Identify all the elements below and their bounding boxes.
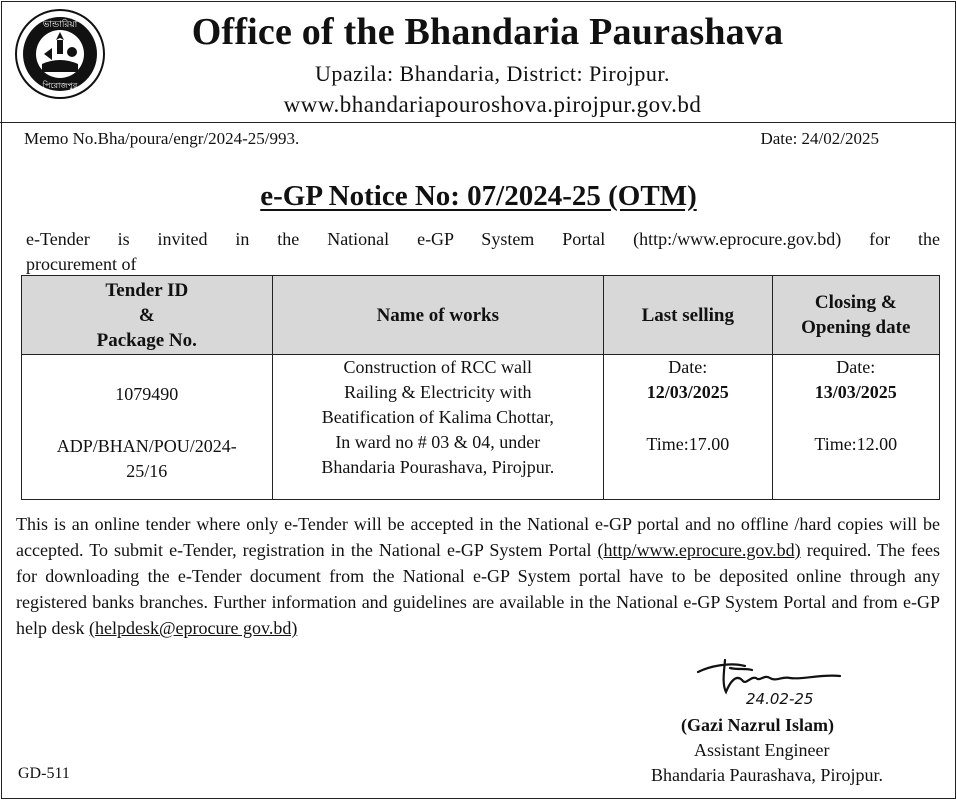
tender-table xyxy=(21,275,940,500)
notice-title: e-GP Notice No: 07/2024-25 (OTM) xyxy=(260,180,697,212)
work-line: Beatification of Kalima Chottar, xyxy=(321,407,554,427)
package-no-line-1: ADP/BHAN/POU/2024- xyxy=(56,436,237,456)
intro-text xyxy=(26,227,940,277)
header-closing-line-1: Closing & xyxy=(814,292,897,313)
svg-text:ভান্ডারিয়া: ভান্ডারিয়া xyxy=(42,20,78,30)
signatory-designation: Assistant Engineer xyxy=(694,740,830,760)
tender-id: 1079490 xyxy=(115,384,179,404)
cell-closing-opening xyxy=(772,355,939,500)
intro-line-1: e-Tender is invited in the National e-GP System Portal (http:/www.eprocure.gov.bd) for the xyxy=(26,229,940,249)
header-closing-line-2: Opening date xyxy=(801,317,911,338)
header-tender-id-line-3: Package No. xyxy=(96,329,197,351)
signature xyxy=(690,652,860,712)
last-selling-date: 12/03/2025 xyxy=(646,382,729,402)
work-line: Railing & Electricity with xyxy=(344,382,532,402)
header-tender-id-line-1: Tender ID xyxy=(105,279,189,301)
svg-text:পিরোজপুর: পিরোজপুর xyxy=(42,81,78,90)
header-tender-id xyxy=(22,276,273,355)
work-line: In ward no # 03 & 04, under xyxy=(335,432,541,452)
letterhead xyxy=(0,0,955,123)
intro-line-2: procurement of xyxy=(26,254,137,274)
cell-name-of-works xyxy=(272,355,603,500)
signatory-organization: Bhandaria Paurashava, Pirojpur. xyxy=(651,765,883,785)
signature-date: 24.02-25 xyxy=(746,690,814,708)
helpdesk-link[interactable]: (helpdesk@eprocure gov.bd) xyxy=(88,618,298,638)
memo-date: Date: 24/02/2025 xyxy=(760,129,879,148)
work-line: Bhandaria Pourashava, Pirojpur. xyxy=(321,457,555,477)
instructions-paragraph xyxy=(16,511,940,641)
header-name-of-works: Name of works xyxy=(272,276,603,355)
office-title: Office of the Bhandaria Paurashava xyxy=(191,11,784,53)
instructions-part-1: This is an online tender where only e-Tender will be accepted in the National e-GP portal and no offline /hard copies will be accepted. To submit e-Tender, registration in the National e-GP System Portal xyxy=(16,514,940,560)
office-website: www.bhandariapouroshova.pirojpur.gov.bd xyxy=(283,92,702,117)
cell-last-selling xyxy=(604,355,772,500)
closing-date-label: Date: xyxy=(836,357,876,377)
memo-number: Memo No.Bha/poura/engr/2024-25/993. xyxy=(24,129,300,148)
last-selling-date-label: Date: xyxy=(668,357,708,377)
header-closing-opening xyxy=(772,276,939,355)
cell-tender-package xyxy=(22,355,273,500)
tender-table-header-row xyxy=(22,276,940,355)
closing-time: Time:12.00 xyxy=(814,434,898,454)
header-tender-id-line-2: & xyxy=(138,304,155,326)
instructions-part-2: required. The fees for downloading the e-Tender document from the National e-GP System portal have to be deposited online through any registered banks branches. Further information and guidelines are available in the National e-GP System Portal and from e-GP help desk xyxy=(16,540,940,638)
last-selling-time: Time:17.00 xyxy=(646,434,730,454)
header-last-selling: Last selling xyxy=(604,276,772,355)
work-line: Construction of RCC wall xyxy=(343,357,533,377)
office-address: Upazila: Bhandaria, District: Pirojpur. xyxy=(315,61,670,86)
closing-date: 13/03/2025 xyxy=(814,382,897,402)
package-no-line-2: 25/16 xyxy=(126,461,168,481)
gd-code: GD-511 xyxy=(18,765,70,782)
table-row xyxy=(22,355,940,500)
eprocure-link[interactable]: (http/www.eprocure.gov.bd) xyxy=(597,540,801,560)
signatory-name: (Gazi Nazrul Islam) xyxy=(681,715,834,735)
